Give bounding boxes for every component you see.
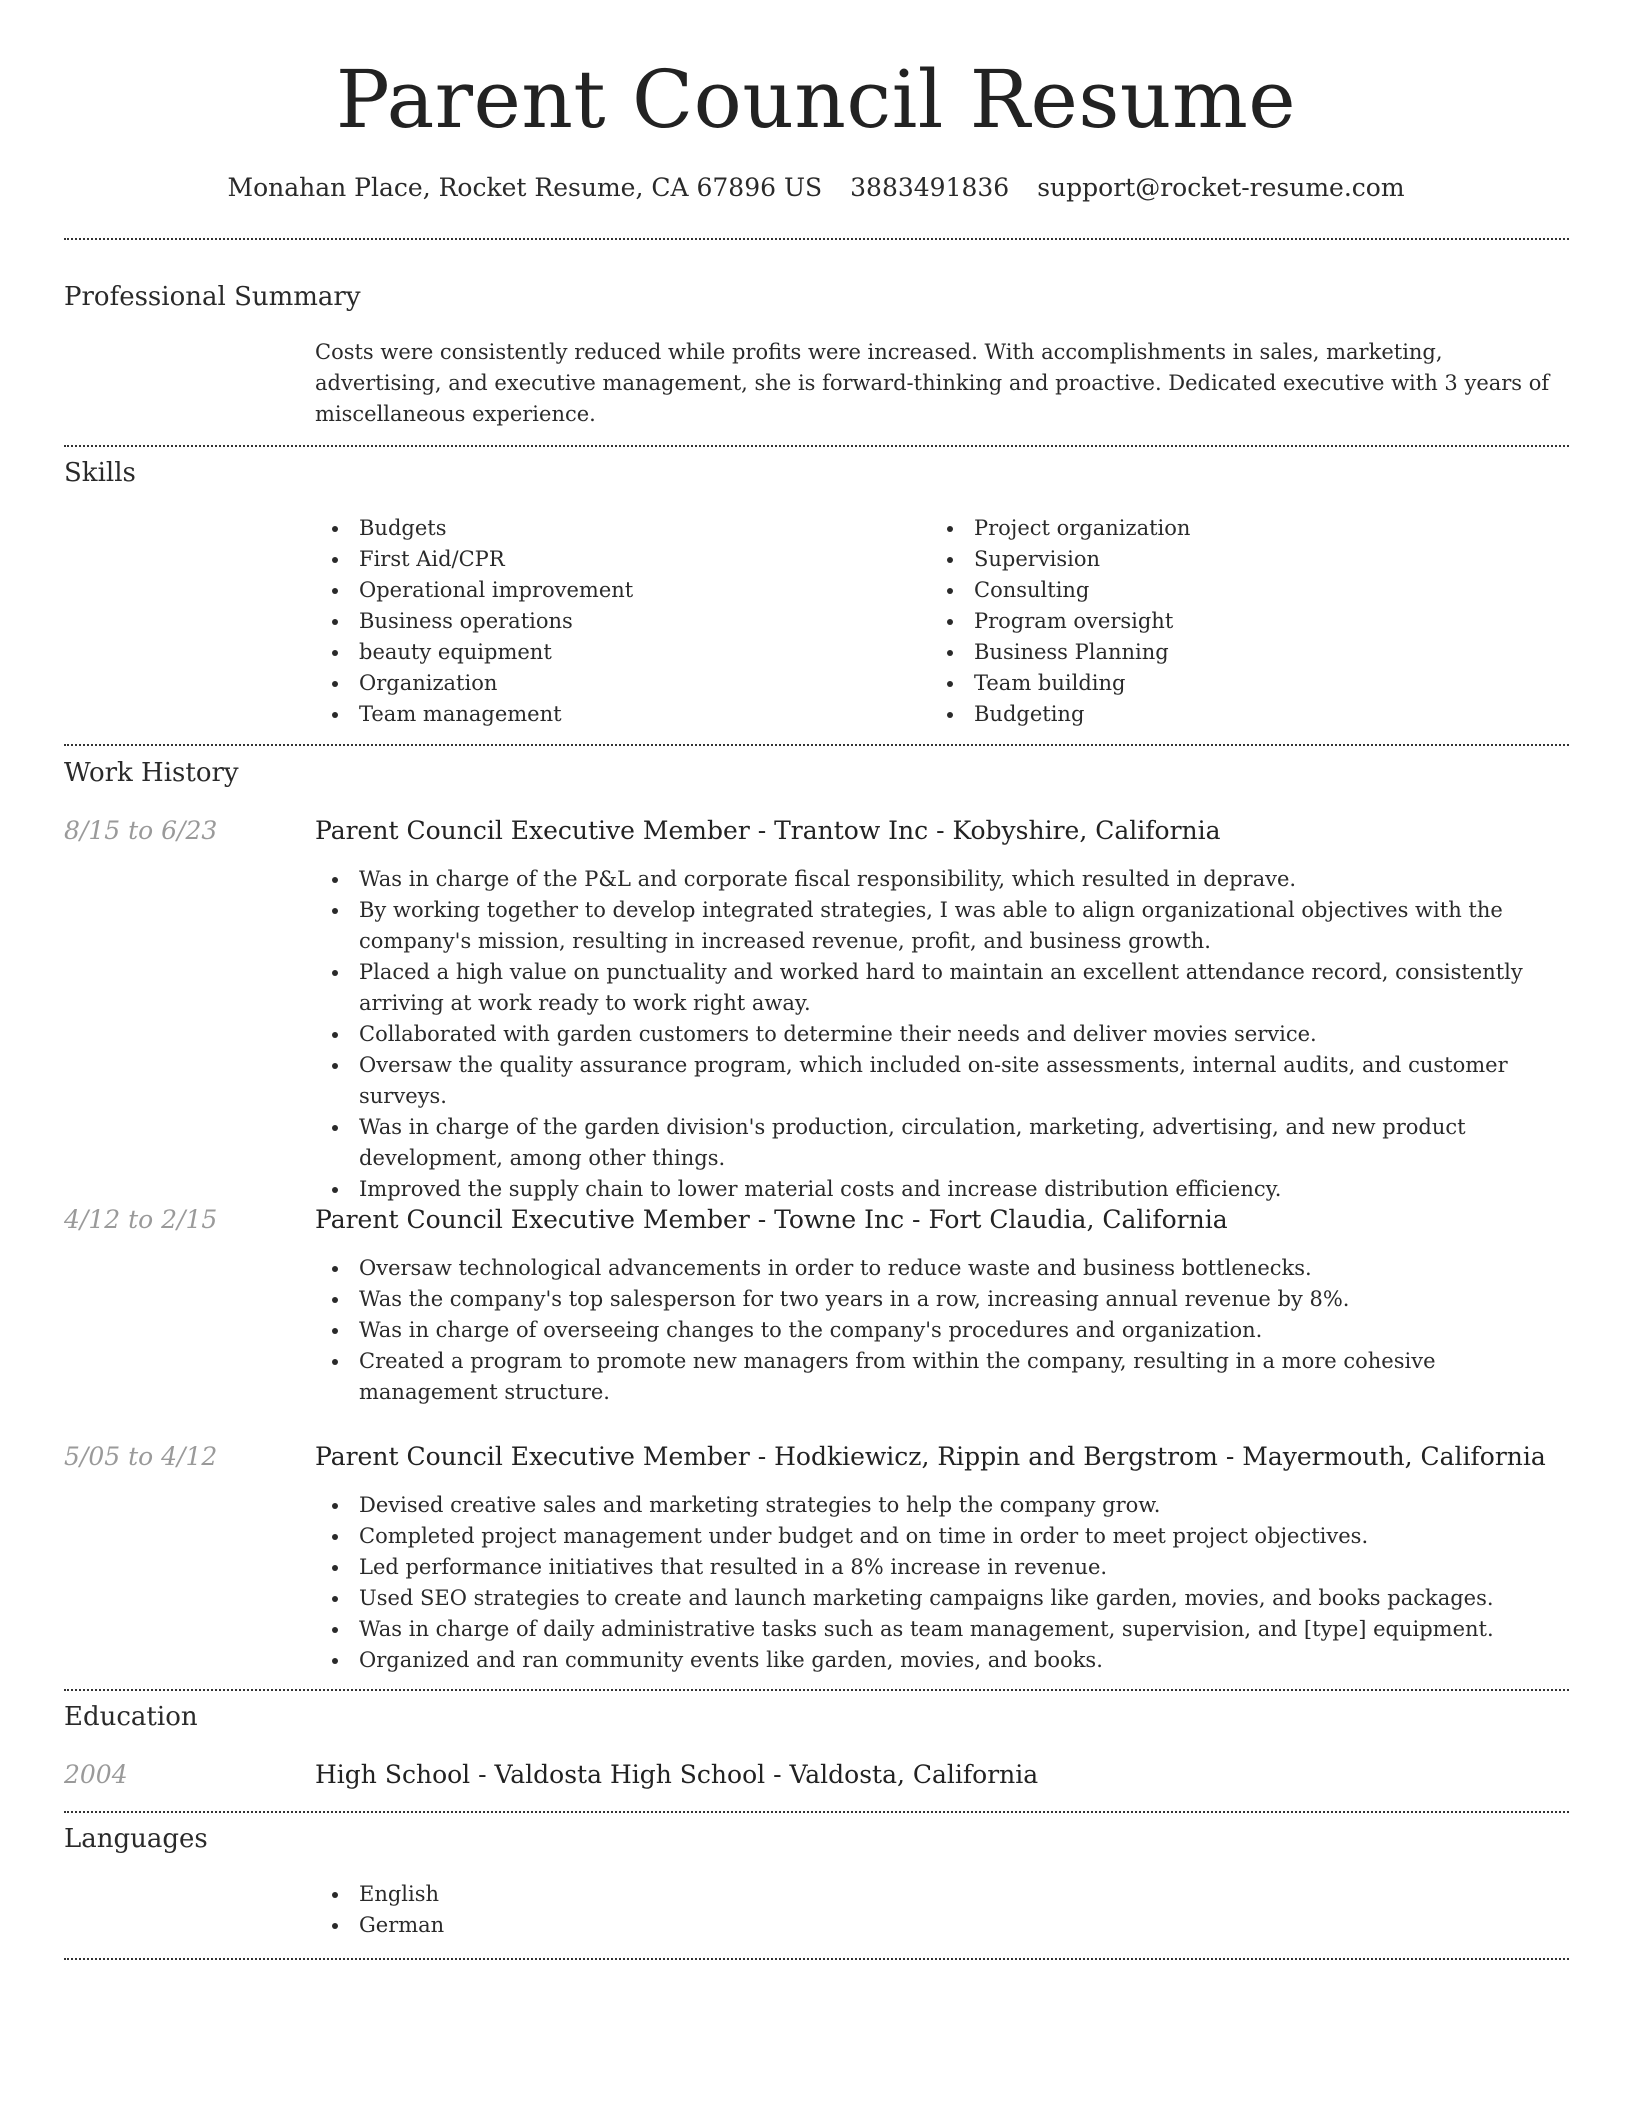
job-bullet: Was in charge of the P&L and corporate fiscal responsibility, which resulted in deprave. xyxy=(315,864,1570,895)
skill-item: Organization xyxy=(315,668,915,699)
section-divider xyxy=(64,1689,1569,1691)
skills-list-right xyxy=(930,513,1530,730)
job-bullet: Led performance initiatives that resulted in a 8% increase in revenue. xyxy=(315,1552,1570,1583)
job-bullets xyxy=(315,1253,1570,1408)
skill-item: Consulting xyxy=(930,575,1530,606)
contact-line xyxy=(0,168,1632,208)
section-divider xyxy=(64,238,1569,240)
section-divider xyxy=(64,744,1569,746)
education-year: 2004 xyxy=(64,1760,128,1789)
job-bullets xyxy=(315,864,1570,1205)
summary-text: Costs were consistently reduced while profits were increased. With accomplishments in sales, marketing, advertising, and executive management, she is forward-thinking and proactive. Dedicated executive with 3 years of miscellaneous experience. xyxy=(315,340,1550,426)
skill-item: Project organization xyxy=(930,513,1530,544)
skill-item: Program oversight xyxy=(930,606,1530,637)
work-history-heading: Work History xyxy=(64,758,239,788)
education-heading: Education xyxy=(64,1702,198,1732)
skill-item: Business operations xyxy=(315,606,915,637)
contact-email[interactable]: support@rocket-resume.com xyxy=(1037,173,1405,202)
job-bullet: Oversaw technological advancements in order to reduce waste and business bottlenecks. xyxy=(315,1253,1570,1284)
job-dates: 8/15 to 6/23 xyxy=(64,816,218,845)
education-entry: High School - Valdosta High School - Valdosta, California xyxy=(315,1760,1039,1789)
job-bullet: Improved the supply chain to lower material costs and increase distribution efficiency. xyxy=(315,1174,1570,1205)
job-bullet: Was in charge of daily administrative tasks such as team management, supervision, and [type] equipment. xyxy=(315,1614,1570,1645)
job-bullet: Used SEO strategies to create and launch marketing campaigns like garden, movies, and books packages. xyxy=(315,1583,1570,1614)
summary-heading: Professional Summary xyxy=(64,282,361,312)
job-bullet: Completed project management under budget and on time in order to meet project objectives. xyxy=(315,1521,1570,1552)
job-dates: 4/12 to 2/15 xyxy=(64,1205,218,1234)
skill-item: Operational improvement xyxy=(315,575,915,606)
job-title: Parent Council Executive Member - Towne Inc - Fort Claudia, California xyxy=(315,1205,1228,1234)
skills-heading: Skills xyxy=(64,458,136,488)
skill-item: Team management xyxy=(315,699,915,730)
contact-address: Monahan Place, Rocket Resume, CA 67896 US xyxy=(227,173,823,202)
job-dates: 5/05 to 4/12 xyxy=(64,1442,218,1471)
job-title: Parent Council Executive Member - Hodkiewicz, Rippin and Bergstrom - Mayermouth, California xyxy=(315,1442,1546,1471)
contact-phone: 3883491836 xyxy=(850,173,1010,202)
languages-list xyxy=(315,1879,915,1941)
job-bullets xyxy=(315,1490,1570,1676)
job-bullet: Collaborated with garden customers to determine their needs and deliver movies service. xyxy=(315,1019,1570,1050)
job-bullet: Devised creative sales and marketing strategies to help the company grow. xyxy=(315,1490,1570,1521)
section-divider xyxy=(64,1958,1569,1960)
language-item: German xyxy=(315,1910,915,1941)
job-bullet: Organized and ran community events like garden, movies, and books. xyxy=(315,1645,1570,1676)
skill-item: Business Planning xyxy=(930,637,1530,668)
job-bullet: Was the company's top salesperson for two years in a row, increasing annual revenue by 8%. xyxy=(315,1284,1570,1315)
job-bullet: Oversaw the quality assurance program, which included on-site assessments, internal audits, and customer surveys. xyxy=(315,1050,1570,1112)
skill-item: Supervision xyxy=(930,544,1530,575)
section-divider xyxy=(64,1811,1569,1813)
job-title: Parent Council Executive Member - Trantow Inc - Kobyshire, California xyxy=(315,816,1221,845)
skill-item: Budgeting xyxy=(930,699,1530,730)
skill-item: Team building xyxy=(930,668,1530,699)
job-bullet: By working together to develop integrated strategies, I was able to align organizational objectives with the company's mission, resulting in increased revenue, profit, and business growth. xyxy=(315,895,1570,957)
resume-title: Parent Council Resume xyxy=(335,53,1297,146)
skills-list-left xyxy=(315,513,915,730)
skill-item: Budgets xyxy=(315,513,915,544)
section-divider xyxy=(64,445,1569,447)
job-bullet: Was in charge of the garden division's production, circulation, marketing, advertising, and new product development, among other things. xyxy=(315,1112,1570,1174)
skill-item: beauty equipment xyxy=(315,637,915,668)
job-bullet: Created a program to promote new managers from within the company, resulting in a more cohesive management structure. xyxy=(315,1346,1570,1408)
languages-heading: Languages xyxy=(64,1824,208,1854)
skill-item: First Aid/CPR xyxy=(315,544,915,575)
job-bullet: Was in charge of overseeing changes to the company's procedures and organization. xyxy=(315,1315,1570,1346)
language-item: English xyxy=(315,1879,915,1910)
job-bullet: Placed a high value on punctuality and worked hard to maintain an excellent attendance record, consistently arriving at work ready to work right away. xyxy=(315,957,1570,1019)
